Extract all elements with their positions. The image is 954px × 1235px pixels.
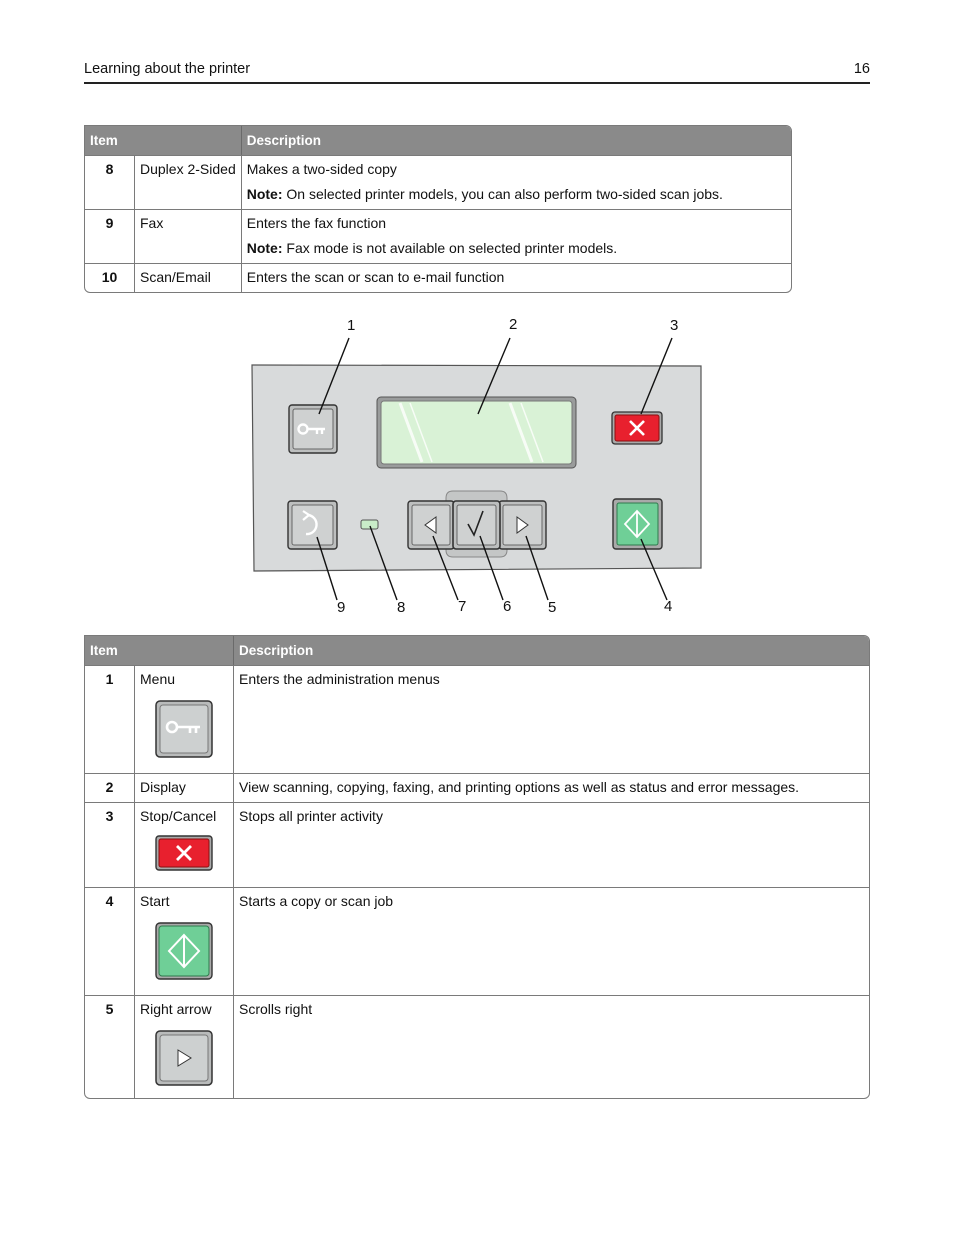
item-cell — [134, 995, 233, 1098]
column-header-description: Description — [233, 636, 869, 665]
item-number: 2 — [85, 773, 134, 802]
callout-4: 4 — [664, 598, 673, 615]
item-name: Menu — [140, 671, 176, 687]
page-header — [84, 60, 870, 84]
start-diamond-icon — [155, 922, 215, 982]
item-name: Duplex 2-Sided — [134, 155, 241, 209]
item-number: 9 — [85, 209, 134, 263]
note-label: Note: — [246, 186, 283, 202]
table-header-row — [85, 636, 869, 665]
item-description — [241, 155, 791, 209]
control-panel-illustration — [240, 310, 710, 620]
item-cell — [134, 802, 233, 887]
note-text: Fax mode is not available on selected printer models. — [282, 240, 618, 256]
callout-2: 2 — [509, 316, 518, 333]
table-row — [85, 665, 869, 773]
callout-1: 1 — [347, 317, 356, 334]
item-number: 5 — [85, 995, 134, 1098]
callout-8: 8 — [397, 599, 406, 616]
key-icon — [155, 700, 215, 760]
table-row — [85, 773, 869, 802]
right-arrow-icon — [155, 1030, 215, 1088]
description-text: Makes a two-sided copy — [246, 161, 397, 177]
callout-3: 3 — [670, 317, 679, 334]
item-description: Stops all printer activity — [233, 802, 869, 887]
item-description: Starts a copy or scan job — [233, 887, 869, 995]
item-name: Display — [134, 773, 233, 802]
stop-x-icon — [155, 835, 215, 873]
item-name: Right arrow — [140, 1001, 212, 1017]
item-description: Scrolls right — [233, 995, 869, 1098]
table-row — [85, 802, 869, 887]
column-header-item: Item — [85, 126, 241, 155]
item-name: Stop/Cancel — [140, 808, 217, 824]
callout-5: 5 — [548, 599, 557, 616]
table-row — [85, 263, 791, 292]
page-number: 16 — [853, 61, 870, 77]
table-row — [85, 209, 791, 263]
description-text: Enters the fax function — [246, 215, 387, 231]
column-header-description: Description — [241, 126, 791, 155]
callout-9: 9 — [337, 599, 346, 616]
item-number: 4 — [85, 887, 134, 995]
item-description: Enters the scan or scan to e-mail function — [241, 263, 791, 292]
item-description — [241, 209, 791, 263]
note-text: On selected printer models, you can also perform two-sided scan jobs. — [282, 186, 723, 202]
item-cell — [134, 887, 233, 995]
item-number: 3 — [85, 802, 134, 887]
table-row — [85, 887, 869, 995]
table-row — [85, 995, 869, 1098]
table-header-row — [85, 126, 791, 155]
page-title: Learning about the printer — [84, 61, 251, 77]
column-header-item: Item — [85, 636, 233, 665]
callout-7: 7 — [458, 598, 467, 615]
note-label: Note: — [246, 240, 283, 256]
control-panel-figure — [240, 310, 710, 620]
item-number: 1 — [85, 665, 134, 773]
item-name: Scan/Email — [134, 263, 241, 292]
callout-6: 6 — [503, 598, 512, 615]
item-description: Enters the administration menus — [233, 665, 869, 773]
control-panel-items-table — [84, 635, 870, 1099]
item-number: 10 — [85, 263, 134, 292]
item-cell — [134, 665, 233, 773]
items-table-continued — [84, 125, 792, 293]
note — [247, 186, 786, 203]
note — [247, 240, 786, 257]
table-row — [85, 155, 791, 209]
status-light — [361, 520, 378, 529]
item-number: 8 — [85, 155, 134, 209]
item-name: Fax — [134, 209, 241, 263]
item-name: Start — [140, 893, 170, 909]
item-description: View scanning, copying, faxing, and printing options as well as status and error messages. — [233, 773, 869, 802]
